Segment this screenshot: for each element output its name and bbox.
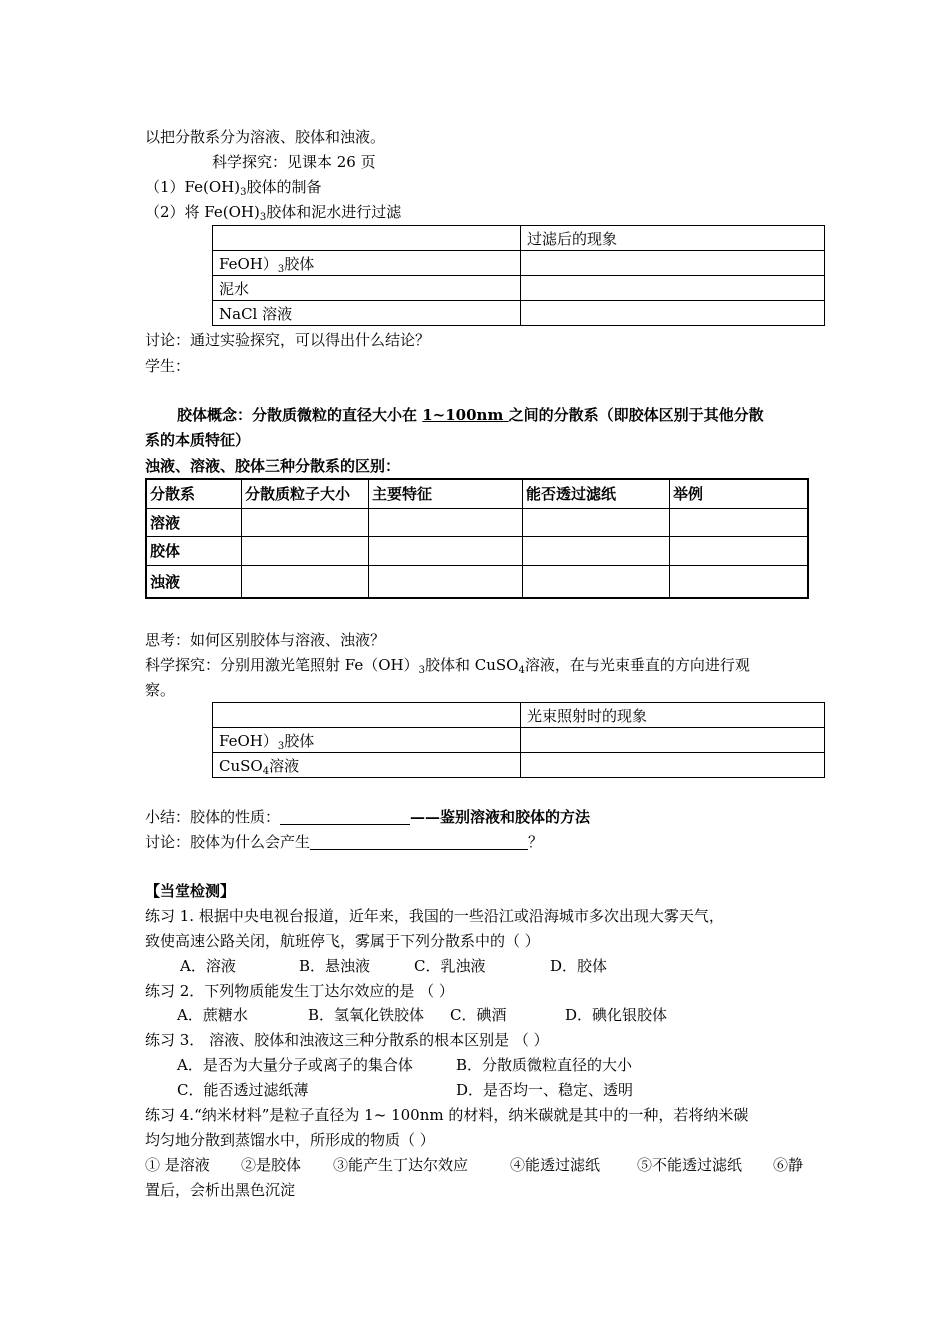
table-header: 能否透过滤纸 xyxy=(523,479,670,508)
table-row-label: $FeOH)_3$胶体 xyxy=(213,251,521,276)
table-cell xyxy=(521,276,825,301)
table-cell xyxy=(523,508,670,536)
compare-table xyxy=(145,478,809,599)
explore-2: 科学探究：分别用激光笔照射 $Fe(OH)_3$胶体和 CuSO$_4$溶液，在与光束垂直的方向进行观 xyxy=(145,656,750,676)
table-row-label: 溶液 xyxy=(146,508,242,536)
answer-blank[interactable] xyxy=(280,808,410,825)
table-row-label: NaCl 溶液 xyxy=(213,301,521,326)
answer-blank[interactable] xyxy=(310,833,528,850)
exercise-4-line-2: 均匀地分散到蒸馏水中，所形成的物质（ ） xyxy=(145,1131,435,1149)
table-cell xyxy=(242,536,369,565)
think-question: 思考：如何区别胶体与溶液、浊液？ xyxy=(145,631,386,649)
summary: 小结：胶体的性质： ——鉴别溶液和胶体的方法 xyxy=(145,808,591,826)
discussion-2: 讨论：胶体为什么会产生 ？ xyxy=(145,833,544,851)
table-cell xyxy=(523,536,670,565)
table-cell xyxy=(523,565,670,598)
option-a[interactable]: A．溶液 xyxy=(180,957,236,975)
table-cell xyxy=(670,565,809,598)
option-d[interactable]: D．是否均一、稳定、透明 xyxy=(456,1081,634,1099)
option-6[interactable]: ⑥静 xyxy=(773,1156,804,1174)
filter-table xyxy=(212,225,825,326)
exercise-3: 练习 3． 溶液、胶体和浊液这三种分散系的根本区别是 （ ） xyxy=(145,1031,549,1049)
option-1[interactable]: ① 是溶液 xyxy=(145,1156,210,1174)
table-header: 主要特征 xyxy=(369,479,523,508)
table-cell xyxy=(521,753,825,778)
option-c[interactable]: C．碘酒 xyxy=(450,1006,507,1024)
option-b[interactable]: B．分散质微粒直径的大小 xyxy=(456,1056,633,1074)
option-b[interactable]: B．氢氧化铁胶体 xyxy=(308,1006,425,1024)
exercise-4-line-4: 置后，会析出黑色沉淀 xyxy=(145,1181,296,1199)
table-header: 过滤后的现象 xyxy=(521,226,825,251)
option-d[interactable]: D．胶体 xyxy=(550,957,608,975)
section-title: 【当堂检测】 xyxy=(145,882,236,900)
colloid-concept-line-2: 系的本质特征） xyxy=(145,431,251,449)
explore-2-line-2: 察。 xyxy=(145,681,176,699)
table-cell xyxy=(670,536,809,565)
table-cell xyxy=(369,565,523,598)
option-5[interactable]: ⑤不能透过滤纸 xyxy=(637,1156,743,1174)
table-cell xyxy=(521,728,825,753)
table-cell xyxy=(242,565,369,598)
option-b[interactable]: B．悬浊液 xyxy=(299,957,371,975)
exercise-1: 练习 1. 根据中央电视台报道，近年来，我国的一些沿江或沿海城市多次出现大雾天气， xyxy=(145,907,724,925)
table-cell xyxy=(521,301,825,326)
table-row-label: 浊液 xyxy=(146,565,242,598)
option-c[interactable]: C．乳浊液 xyxy=(414,957,486,975)
table-row-label: 胶体 xyxy=(146,536,242,565)
discussion-1: 讨论：通过实验探究，可以得出什么结论？ xyxy=(145,331,431,349)
exercise-2: 练习 2．下列物质能发生丁达尔效应的是 （ ） xyxy=(145,982,454,1000)
table-row-label: $FeOH)_3$胶体 xyxy=(213,728,521,753)
option-2[interactable]: ②是胶体 xyxy=(241,1156,302,1174)
table-cell xyxy=(369,508,523,536)
table-row-label: 泥水 xyxy=(213,276,521,301)
option-4[interactable]: ④能透过滤纸 xyxy=(510,1156,601,1174)
step-2: （2）将 $Fe(OH)_3$胶体和泥水进行过滤 xyxy=(145,203,402,223)
exercise-1-line-2: 致使高速公路关闭，航班停飞，雾属于下列分散系中的（ ） xyxy=(145,932,540,950)
table-row-label: CuSO$_4$溶液 xyxy=(213,753,521,778)
table-cell xyxy=(670,508,809,536)
table-cell xyxy=(369,536,523,565)
table-cell xyxy=(242,508,369,536)
table-header: 分散质粒子大小 xyxy=(242,479,369,508)
exercise-4: 练习 4.“纳米材料”是粒子直径为 1~ 100nm 的材料，纳米碳就是其中的一种，若将纳米碳 xyxy=(145,1106,749,1124)
table-header: 举例 xyxy=(670,479,809,508)
option-a[interactable]: A．是否为大量分子或离子的集合体 xyxy=(177,1056,413,1074)
step-1: $(1)Fe(OH)_3$胶体的制备 xyxy=(145,178,322,198)
option-d[interactable]: D．碘化银胶体 xyxy=(565,1006,668,1024)
light-table xyxy=(212,702,825,778)
option-c[interactable]: C．能否透过滤纸薄 xyxy=(177,1081,309,1099)
colloid-concept: 胶体概念：分散质微粒的直径大小在 1~100nm 之间的分散系（即胶体区别于其他分散 xyxy=(177,406,764,424)
table-cell xyxy=(213,703,521,728)
table-cell xyxy=(213,226,521,251)
intro-line-2: 科学探究：见课本 26 页 xyxy=(212,153,376,171)
intro-line-1: 以把分散系分为溶液、胶体和浊液。 xyxy=(145,128,386,146)
option-3[interactable]: ③能产生丁达尔效应 xyxy=(333,1156,469,1174)
compare-title: 浊液、溶液、胶体三种分散系的区别： xyxy=(145,457,401,475)
table-header: 光束照射时的现象 xyxy=(521,703,825,728)
student-label: 学生： xyxy=(145,357,191,375)
table-header: 分散系 xyxy=(146,479,242,508)
option-a[interactable]: A．蔗糖水 xyxy=(177,1006,248,1024)
table-cell xyxy=(521,251,825,276)
